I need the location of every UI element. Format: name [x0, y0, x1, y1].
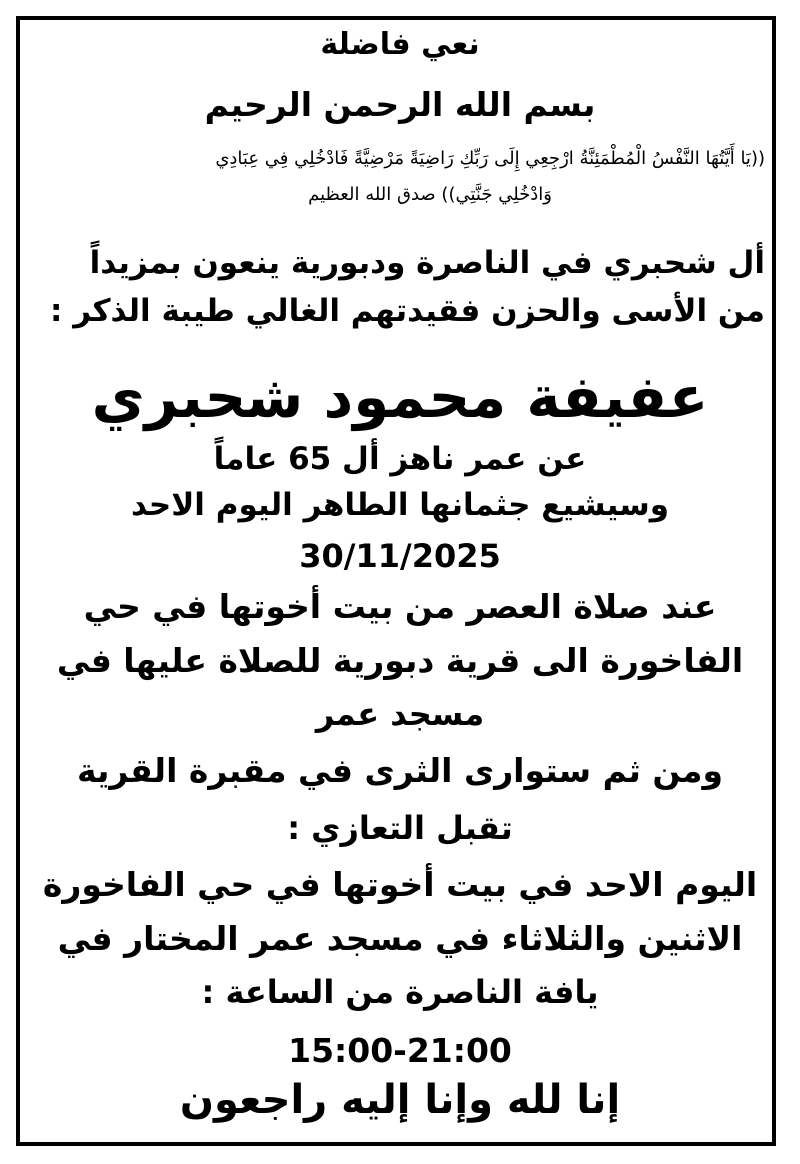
condolences-line-1: اليوم الاحد في بيت أخوتها في حي الفاخورة	[42, 865, 758, 904]
announcement-line-2: من الأسى والحزن فقيدتهم الغالي طيبة الذكر :	[50, 293, 765, 329]
basmala: بسم الله الرحمن الرحيم	[204, 85, 596, 124]
quran-verse-line-1: ((يَا أَيَّتُهَا النَّفْسُ الْمُطْمَئِنَّةُ ارْجِعِي إِلَى رَبِّكِ رَاضِيَةً مَرْضِيَّةً فَادْخُلِي فِي عِبَادِي	[215, 148, 765, 169]
procession-line-3: مسجد عمر	[315, 695, 485, 733]
age-line: عن عمر ناهز أل 65 عاماً	[213, 441, 587, 477]
procession-line-1: عند صلاة العصر من بيت أخوتها في حي	[83, 587, 717, 626]
closing-phrase: إنا لله وإنا إليه راجعون	[179, 1077, 621, 1123]
announcement-line-1: أل شحبري في الناصرة ودبورية ينعون بمزيداً	[89, 245, 765, 281]
condolences-line-2: الاثنين والثلاثاء في مسجد عمر المختار في	[57, 919, 743, 958]
condolences-hours: 15:00-21:00	[288, 1031, 512, 1070]
condolences-heading: تقبل التعازي :	[287, 809, 513, 847]
condolences-line-3: يافة الناصرة من الساعة :	[201, 973, 599, 1011]
procession-line-2: الفاخورة الى قرية دبورية للصلاة عليها في	[56, 641, 744, 680]
deceased-name: عفيفة محمود شحبري	[91, 363, 709, 431]
funeral-line: وسيشيع جثمانها الطاهر اليوم الاحد	[130, 487, 670, 523]
notice-heading: نعي فاضلة	[320, 27, 480, 62]
quran-verse-line-2: وَادْخُلِي جَنَّتِي)) صدق الله العظيم	[308, 184, 552, 205]
funeral-date: 30/11/2025	[299, 537, 501, 575]
burial-line: ومن ثم ستوارى الثرى في مقبرة القرية	[77, 751, 723, 790]
